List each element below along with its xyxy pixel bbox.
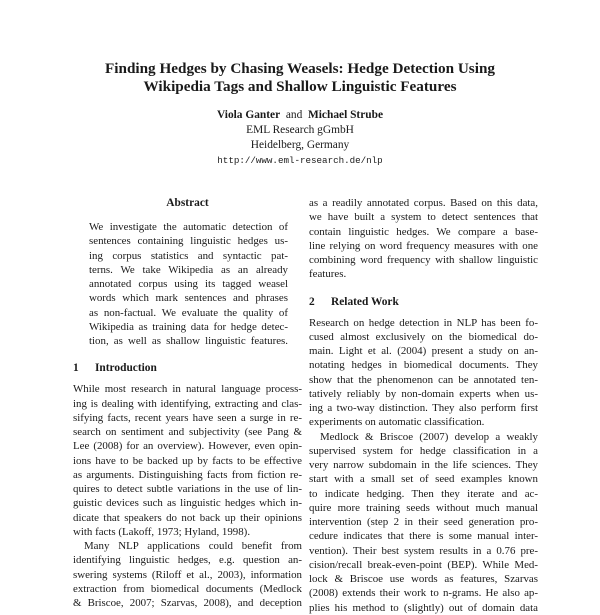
text-line: to indicate hedging. Then they iterate and ac- <box>309 487 538 500</box>
text-line: While most research in natural language process- <box>73 383 302 396</box>
text-line: Medlock & Briscoe (2007) develop a weakly <box>320 430 538 443</box>
text-line: Research on hedge detection in NLP has been fo- <box>309 316 538 329</box>
abstract-line: We investigate the automatic detection of <box>89 221 288 233</box>
text-line: very narrow subdomain in the life sciences. They <box>309 459 538 471</box>
text-line: ing is dealing with identifying, extracting and clas- <box>73 397 302 410</box>
text-line: we have built a system to detect sentences that <box>309 211 538 224</box>
text-line: sifying facts, recent years have seen a surge in re- <box>73 411 302 424</box>
section-title: Introduction <box>95 362 157 375</box>
text-line: show that the phenomenon can be annotated ten- <box>309 373 538 386</box>
text-line: dicate that speakers do not back up their opinions <box>73 511 302 524</box>
affiliation: EML Research gGmbH <box>246 124 354 136</box>
text-line: supervised system for hedge classification in a <box>309 444 538 457</box>
author-conjunction: and <box>285 109 303 121</box>
title-line-2: Wikipedia Tags and Shallow Linguistic Features <box>143 78 457 95</box>
text-line: cision/recall break-even-point (BEP). While Med- <box>309 558 538 571</box>
intro-paragraph-1 <box>73 382 302 539</box>
text-line: (2008) extends their work to n-grams. He also ap- <box>309 587 538 600</box>
abstract-line: words which mark sentences and phrases <box>89 292 288 305</box>
location: Heidelberg, Germany <box>250 139 350 151</box>
intro-continuation <box>309 196 538 282</box>
author-1: Viola Ganter <box>216 109 281 121</box>
text-line: line relying on word frequency measures with one <box>309 239 538 252</box>
right-column <box>309 196 538 615</box>
section-number: 2 <box>309 295 315 308</box>
author-2: Michael Strube <box>308 109 383 121</box>
title-line-1: Finding Hedges by Chasing Weasels: Hedge Detection Using <box>105 60 495 77</box>
abstract-line: tion, as well as shallow linguistic features. <box>89 335 288 347</box>
author-names <box>0 108 600 123</box>
text-line: tatively reliably by non-domain experts when us- <box>309 387 538 400</box>
section-heading-related-work <box>309 295 538 309</box>
text-line: as arguments. Distinguishing facts from fiction re- <box>73 468 302 481</box>
left-column <box>73 196 302 610</box>
text-line: identifying linguistic hedges, e.g. question an- <box>73 554 302 567</box>
text-line: Lee (2008) for an overview). However, even opin- <box>73 440 302 453</box>
abstract-heading: Abstract <box>166 197 209 209</box>
text-line: ing a two-way distinction. They also perform first <box>309 402 538 414</box>
paper-title <box>0 60 600 96</box>
related-paragraph-2 <box>309 430 538 615</box>
text-line: search on sentiment and subjectivity (see Pang & <box>73 426 302 438</box>
text-line: cused almost exclusively on the biomedical do- <box>309 330 538 343</box>
abstract-line: Wikipedia as training data for hedge detec- <box>89 320 288 333</box>
text-line: notating hedges in biomedical documents. They <box>309 359 538 372</box>
text-line: vention). Their best system results in a 0.76 pre- <box>309 544 538 557</box>
author-block <box>0 108 600 168</box>
abstract-line: as non-factual. We evaluate the quality of <box>89 306 288 319</box>
text-line: experiments on automatic classification. <box>309 416 485 429</box>
text-line: with facts (Lakoff, 1973; Hyland, 1998). <box>73 525 251 538</box>
text-line: intervention (step 2 in their seed generation pro- <box>309 516 538 528</box>
abstract-line: sentences containing linguistic hedges us- <box>89 235 288 248</box>
text-line: extraction from biomedical documents (Medlock <box>73 582 302 595</box>
text-line: start with a small set of seed examples known <box>309 473 538 486</box>
abstract-body <box>89 220 288 348</box>
text-line: swering systems (Riloff et al., 2003), information <box>73 568 302 581</box>
text-line: cedure indicates that there is some manual inter- <box>309 530 538 543</box>
text-line: combining word frequency with shallow linguistic <box>309 254 538 266</box>
text-line: quire more training seeds without much manual <box>309 501 538 514</box>
text-line: contain linguistic hedges. We compare a base- <box>309 225 538 238</box>
text-line: Many NLP applications could benefit from <box>84 540 302 552</box>
abstract-line: ing corpus statistics and syntactic pat- <box>89 249 288 262</box>
text-line: quires to detect subtle variations in the use of lin- <box>73 483 302 495</box>
text-line: main. Light et al. (2004) present a study on an- <box>309 345 538 357</box>
section-title: Related Work <box>331 295 399 308</box>
section-number: 1 <box>73 362 79 375</box>
author-url[interactable]: http://www.eml-research.de/nlp <box>217 155 383 166</box>
abstract-line: annotated corpus using its tagged weasel <box>89 278 288 290</box>
text-line: lock & Briscoe use words as features, Szarvas <box>309 573 538 585</box>
section-heading-introduction <box>73 361 302 375</box>
related-paragraph-1 <box>309 316 538 430</box>
text-line: guistic devices such as linguistic hedges which in- <box>73 497 302 510</box>
text-line: plies his method to (slightly) out of domain data <box>309 601 538 614</box>
text-line: as a readily annotated corpus. Based on this data, <box>309 197 538 209</box>
text-line: ions have to be backed up by facts to be effective <box>73 454 302 467</box>
abstract-line: terns. We take Wikipedia as an already <box>89 263 288 276</box>
text-line: features. <box>309 268 347 281</box>
text-line: & Briscoe, 2007; Szarvas, 2008), and deception <box>73 597 302 609</box>
